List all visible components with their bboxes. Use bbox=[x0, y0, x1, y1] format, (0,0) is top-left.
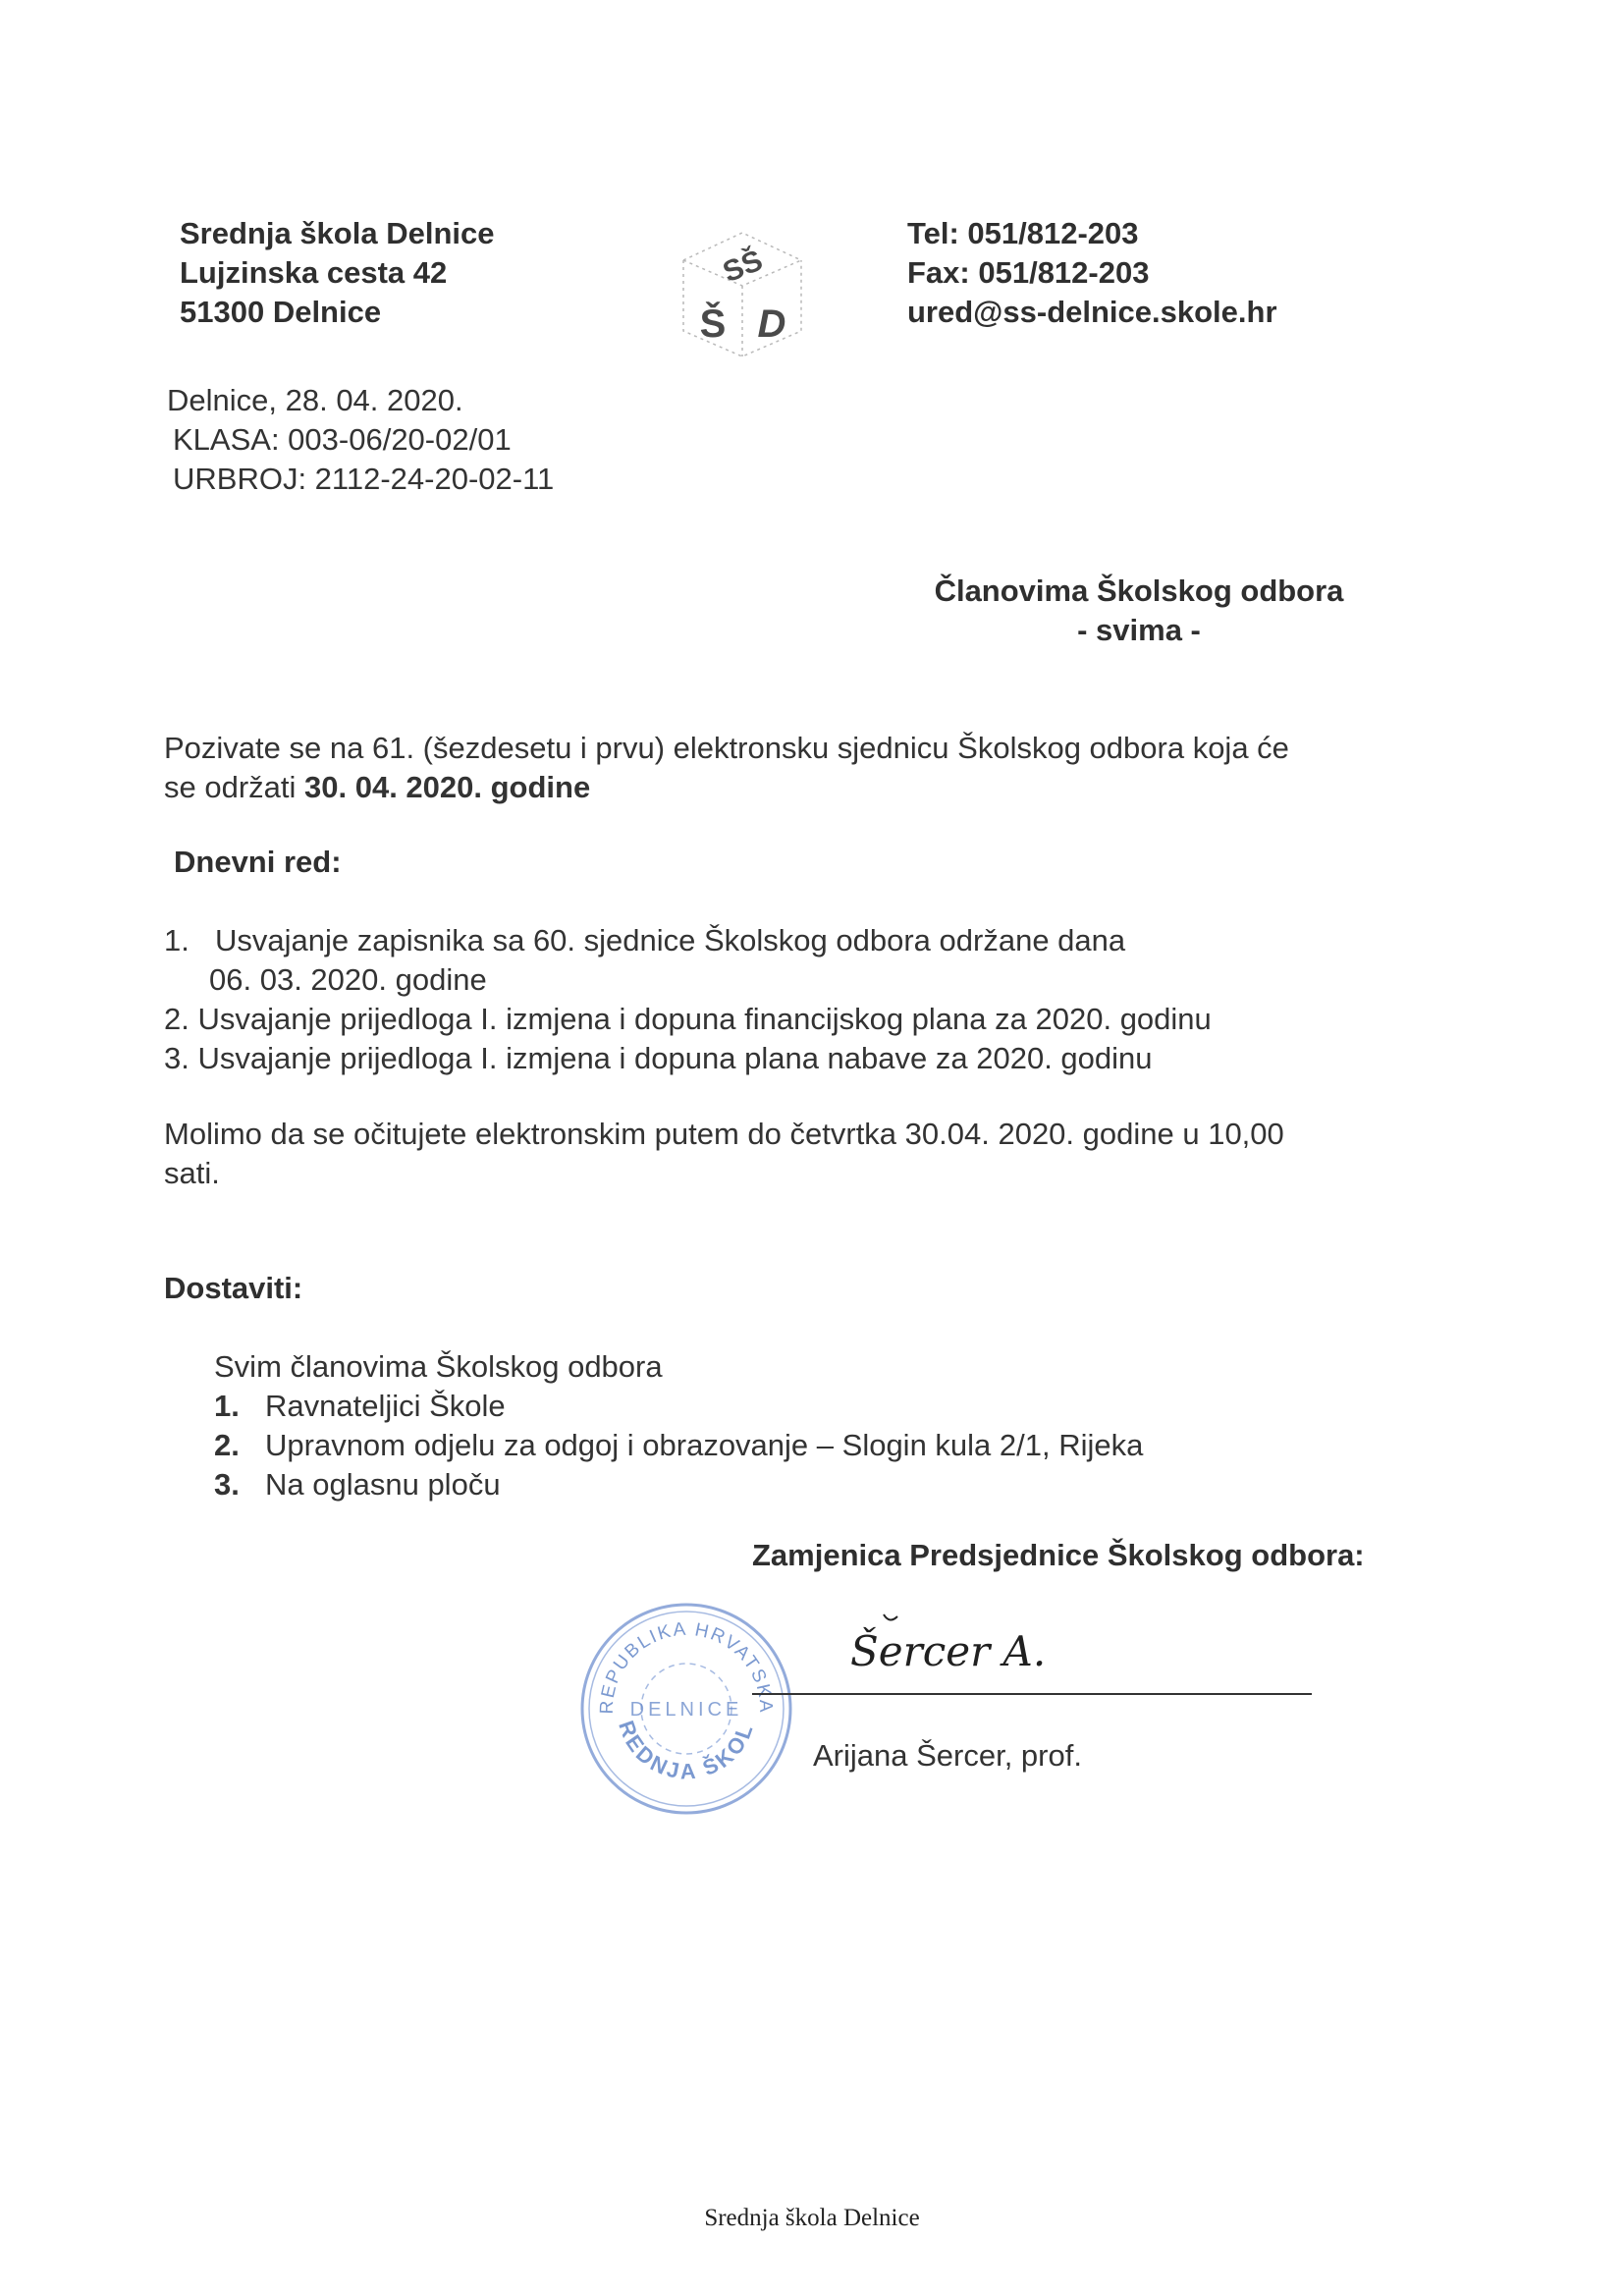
signature-line bbox=[752, 1693, 1312, 1695]
agenda-list bbox=[164, 921, 1212, 1078]
school-city: 51300 Delnice bbox=[180, 295, 382, 329]
agenda-item bbox=[164, 921, 1212, 960]
delivery-number: 1. bbox=[214, 1389, 240, 1423]
recipient-line: Članovima Školskog odbora bbox=[934, 574, 1344, 608]
agenda-item bbox=[164, 1039, 1212, 1078]
agenda-text: Usvajanje prijedloga I. izmjena i dopuna plana nabave za 2020. godinu bbox=[197, 1041, 1153, 1075]
delivery-list bbox=[214, 1347, 1143, 1504]
agenda-number: 2. bbox=[164, 1002, 189, 1036]
stamp-middle-text: DELNICE bbox=[629, 1699, 743, 1721]
delivery-text: Upravnom odjelu za odgoj i obrazovanje – Slogin kula 2/1, Rijeka bbox=[265, 1428, 1144, 1462]
delivery-number: 2. bbox=[214, 1428, 240, 1462]
school-fax: Fax: 051/812-203 bbox=[907, 255, 1150, 290]
invitation-prefix: se održati bbox=[164, 770, 305, 804]
school-street: Lujzinska cesta 42 bbox=[180, 255, 448, 290]
stamp-top-text: REPUBLIKA HRVATSKA bbox=[596, 1618, 777, 1715]
delivery-intro: Svim članovima Školskog odbora bbox=[214, 1349, 663, 1384]
meeting-date: 30. 04. 2020. godine bbox=[304, 770, 591, 804]
request-line-1: Molimo da se očitujete elektronskim putem do četvrtka 30.04. 2020. godine u 10,00 bbox=[164, 1117, 1284, 1151]
agenda-title: Dnevni red: bbox=[174, 845, 342, 879]
delivery-text: Ravnateljici Škole bbox=[265, 1389, 506, 1423]
logo-left-letter: Š bbox=[699, 302, 727, 346]
agenda-number: 1. bbox=[164, 923, 189, 957]
agenda-item-continued: 06. 03. 2020. godine bbox=[209, 962, 487, 997]
school-contact bbox=[907, 214, 1277, 332]
official-stamp bbox=[564, 1576, 799, 1822]
invitation-line-2 bbox=[164, 768, 1289, 807]
stamp-seal-icon bbox=[564, 1576, 799, 1822]
letter-date: Delnice, 28. 04. 2020. bbox=[167, 383, 463, 417]
signatory-name: Arijana Šercer, prof. bbox=[813, 1738, 1082, 1773]
delivery-item bbox=[214, 1465, 1143, 1504]
agenda-item bbox=[164, 1000, 1212, 1039]
delivery-number: 3. bbox=[214, 1467, 240, 1502]
delivery-title: Dostaviti: bbox=[164, 1271, 303, 1305]
school-address bbox=[180, 214, 494, 332]
letter-urbroj: URBROJ: 2112-24-20-02-11 bbox=[173, 462, 555, 496]
signature-text: Šercer A. bbox=[850, 1627, 1047, 1675]
recipient-all: - svima - bbox=[1077, 613, 1201, 647]
logo-top-letters: SŠ bbox=[718, 244, 768, 290]
letter-klasa: KLASA: 003-06/20-02/01 bbox=[173, 422, 512, 457]
logo-right-letter: D bbox=[757, 302, 786, 346]
request-line-2: sati. bbox=[164, 1156, 220, 1190]
logo-cube-icon bbox=[674, 221, 811, 358]
agenda-text: Usvajanje zapisnika sa 60. sjednice Školskog odbora održane dana bbox=[215, 923, 1126, 957]
invitation-line-1: Pozivate se na 61. (šezdesetu i prvu) elektronsku sjednicu Školskog odbora koja će bbox=[164, 731, 1289, 765]
delivery-text: Na oglasnu ploču bbox=[265, 1467, 501, 1502]
response-request bbox=[164, 1115, 1284, 1193]
agenda-number: 3. bbox=[164, 1041, 189, 1075]
signature-title: Zamjenica Predsjednice Školskog odbora: bbox=[752, 1538, 1365, 1572]
recipient bbox=[884, 572, 1394, 650]
stamp-bottom-text: SREDNJA ŠKOLA bbox=[564, 1576, 759, 1784]
school-logo bbox=[674, 221, 811, 358]
school-name: Srednja škola Delnice bbox=[180, 216, 495, 250]
delivery-item bbox=[214, 1387, 1143, 1426]
page-footer: Srednja škola Delnice bbox=[704, 2205, 920, 2231]
handwritten-signature bbox=[846, 1607, 1141, 1695]
delivery-item bbox=[214, 1426, 1143, 1465]
agenda-text: Usvajanje prijedloga I. izmjena i dopuna financijskog plana za 2020. godinu bbox=[197, 1002, 1212, 1036]
school-phone: Tel: 051/812-203 bbox=[907, 216, 1139, 250]
invitation-text bbox=[164, 729, 1289, 807]
signature-scribble bbox=[846, 1607, 1141, 1695]
school-email: ured@ss-delnice.skole.hr bbox=[907, 295, 1277, 329]
